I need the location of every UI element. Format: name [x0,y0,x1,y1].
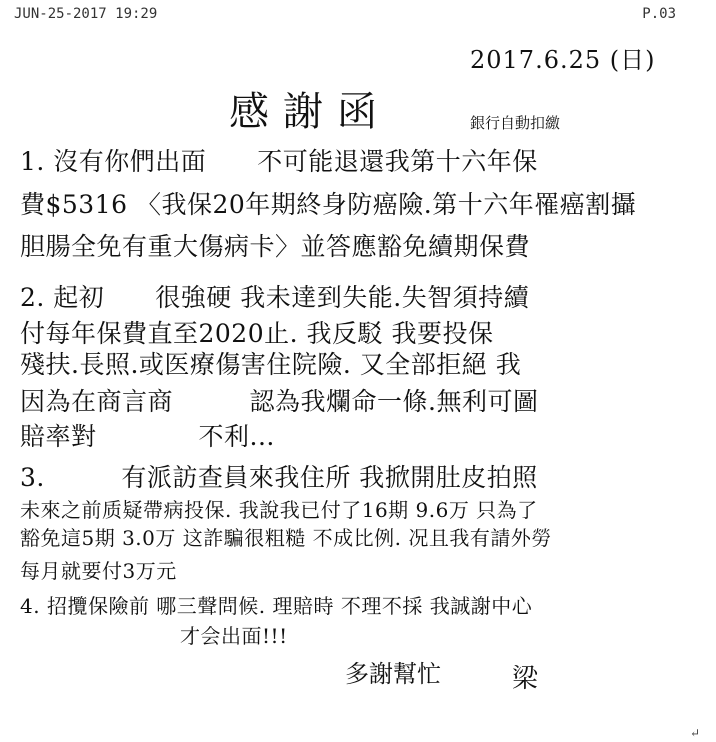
letter-line-12: 每月就要付3万元 [20,559,177,583]
letter-line-5: 付每年保費直至2020止. 我反駁 我要投保 [20,319,494,348]
closing-thanks: 多謝幫忙 [345,660,441,688]
inserted-annotation: 銀行自動扣繳 [470,114,561,132]
letter-line-9: 3. 有派訪查員來我住所 我掀開肚皮拍照 [20,463,538,492]
fax-page-number: P.03 [642,6,676,22]
letter-date: 2017.6.25 (日) [470,46,656,74]
letter-line-14: 才会出面!!! [180,624,288,648]
letter-line-8: 賠率對 不利... [20,422,275,451]
letter-line-13: 4. 招攬保險前 哪三聲問候. 理賠時 不理不採 我誠謝中心 [20,594,533,618]
letter-line-7: 因為在商言商 認為我爛命一條.無利可圖 [20,387,539,416]
letter-line-2: 費$5316 〈我保20年期終身防癌險.第十六年罹癌割攝 [20,190,637,219]
letter-line-10: 未來之前质疑帶病投保. 我說我已付了16期 9.6万 只為了 [20,498,538,522]
fax-timestamp: JUN-25-2017 19:29 [14,6,158,22]
signature-name: 梁 [512,664,539,694]
fax-header [14,6,676,26]
letter-line-4: 2. 起初 很強硬 我未達到失能.失智須持續 [20,283,530,312]
letter-line-11: 豁免這5期 3.0万 这詐騙很粗糙 不成比例. 况且我有請外勞 [20,526,552,550]
end-of-page-mark: ↵ [690,726,701,740]
letter-title: 感謝函 [229,89,391,135]
letter-line-6: 殘扶.長照.或医療傷害住院險. 又全部拒絕 我 [20,350,522,379]
letter-line-3: 胆腸全免有重大傷病卡〉並答應豁免續期保費 [20,232,531,261]
letter-line-1: 1. 沒有你們出面 不可能退還我第十六年保 [20,147,538,176]
